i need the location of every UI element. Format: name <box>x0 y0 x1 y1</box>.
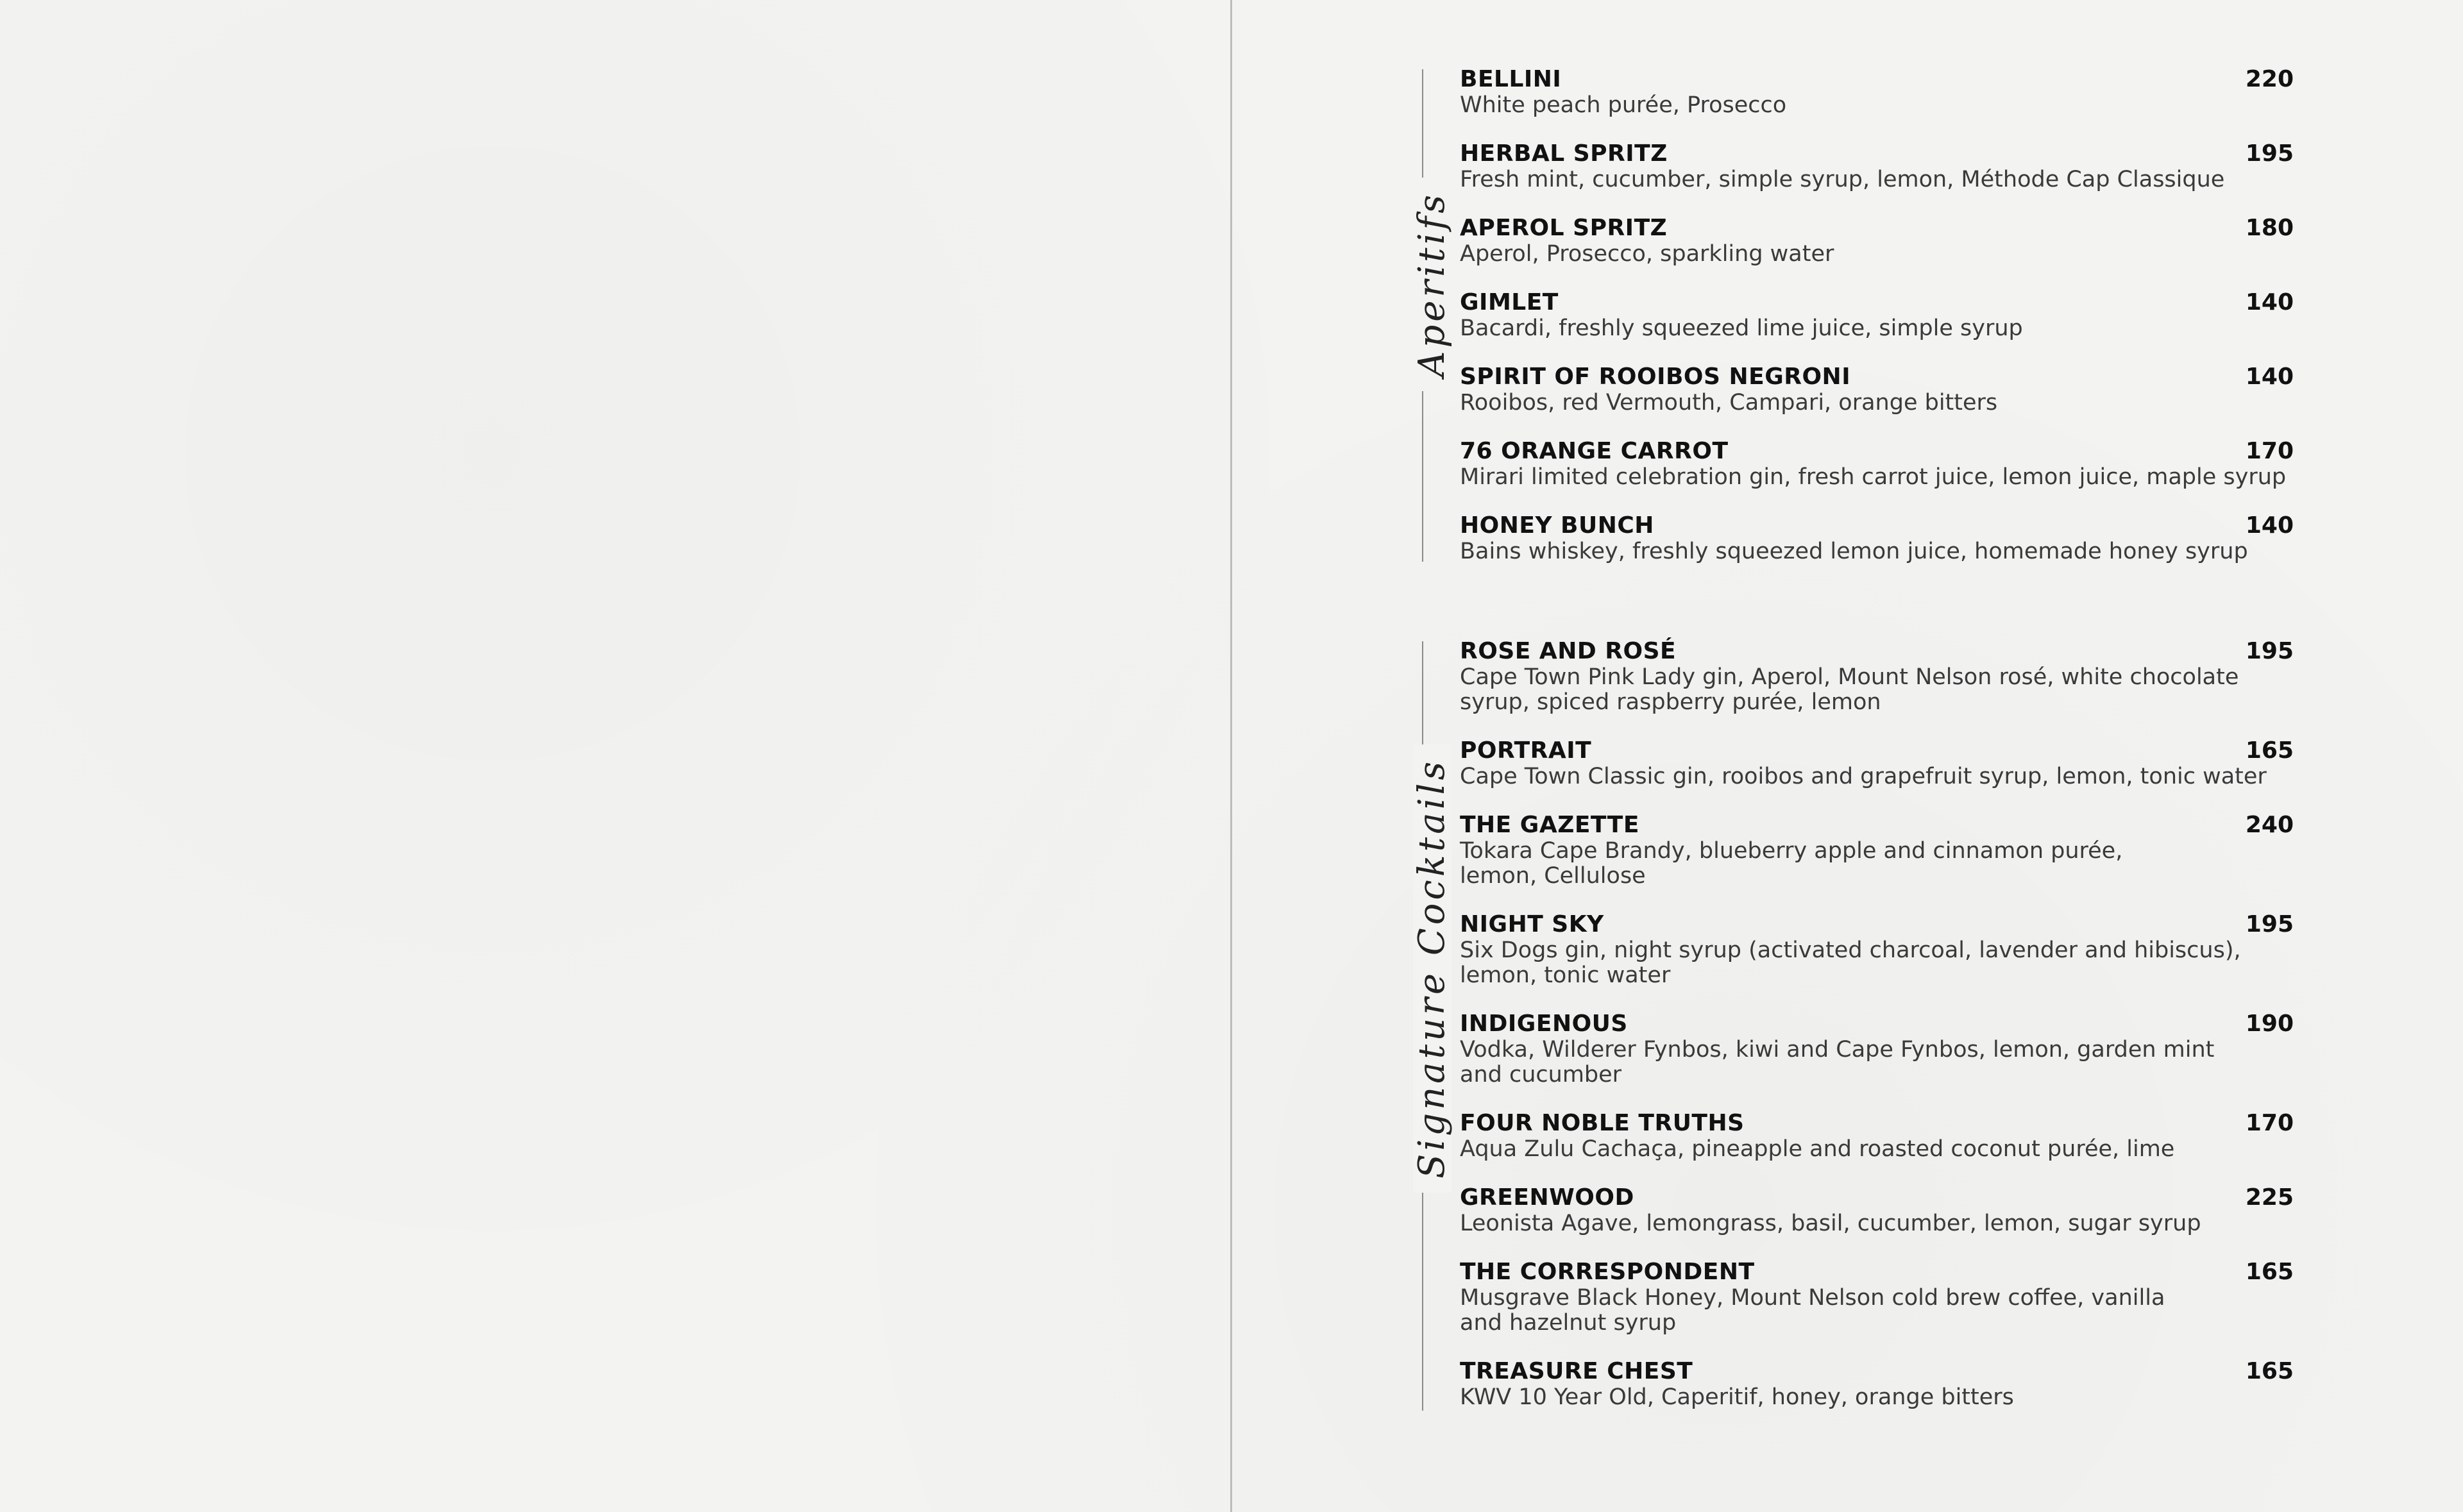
menu-page <box>1232 0 2463 1512</box>
item-price: 225 <box>2245 1184 2294 1211</box>
item-price: 195 <box>2245 911 2294 937</box>
item-description: Six Dogs gin, night syrup (activated charcoal, lavender and hibiscus), <box>1460 937 2241 963</box>
menu-item <box>1460 438 2294 490</box>
menu-item <box>1460 364 2294 416</box>
item-description: Bains whiskey, freshly squeezed lemon juice, homemade honey syrup <box>1460 539 2248 564</box>
item-description: lemon, Cellulose <box>1460 863 1646 889</box>
left-page-blank <box>0 0 1230 1512</box>
item-name: 76 ORANGE CARROT <box>1460 438 1729 464</box>
menu-item <box>1460 140 2294 192</box>
item-name: ROSE AND ROSÉ <box>1460 638 1677 664</box>
item-description: Cape Town Classic gin, rooibos and grapefruit syrup, lemon, tonic water <box>1460 764 2267 789</box>
item-description: Leonista Agave, lemongrass, basil, cucumber, lemon, sugar syrup <box>1460 1211 2201 1236</box>
menu-item <box>1460 1358 2294 1410</box>
item-description: Tokara Cape Brandy, blueberry apple and cinnamon purée, <box>1460 838 2123 864</box>
item-description: Cape Town Pink Lady gin, Aperol, Mount Nelson rosé, white chocolate <box>1460 664 2239 690</box>
item-name: BELLINI <box>1460 66 1562 92</box>
item-name: NIGHT SKY <box>1460 911 1604 937</box>
item-name: TREASURE CHEST <box>1460 1358 1693 1384</box>
menu-item <box>1460 737 2294 789</box>
item-name: GIMLET <box>1460 289 1559 315</box>
menu-item <box>1460 812 2294 889</box>
item-description: Bacardi, freshly squeezed lime juice, simple syrup <box>1460 315 2023 341</box>
item-description: and cucumber <box>1460 1062 1622 1088</box>
item-name: APEROL SPRITZ <box>1460 215 1668 241</box>
item-price: 240 <box>2245 812 2294 838</box>
menu-item <box>1460 289 2294 341</box>
item-price: 195 <box>2245 638 2294 664</box>
item-name: GREENWOOD <box>1460 1184 1634 1211</box>
section-title: Aperitifs <box>1413 178 1452 391</box>
item-description: lemon, tonic water <box>1460 962 1671 988</box>
item-description: Fresh mint, cucumber, simple syrup, lemon, Méthode Cap Classique <box>1460 167 2225 192</box>
menu-item <box>1460 215 2294 267</box>
item-description: and hazelnut syrup <box>1460 1310 1677 1336</box>
item-price: 180 <box>2245 215 2294 241</box>
item-name: THE GAZETTE <box>1460 812 1639 838</box>
item-description: White peach purée, Prosecco <box>1460 92 1787 118</box>
item-price: 140 <box>2245 512 2294 539</box>
item-description: Vodka, Wilderer Fynbos, kiwi and Cape Fynbos, lemon, garden mint <box>1460 1037 2215 1063</box>
item-name: HERBAL SPRITZ <box>1460 140 1668 167</box>
item-description: Aqua Zulu Cachaça, pineapple and roasted coconut purée, lime <box>1460 1136 2175 1162</box>
item-description: KWV 10 Year Old, Caperitif, honey, orange bitters <box>1460 1384 2014 1410</box>
item-name: THE CORRESPONDENT <box>1460 1259 1755 1285</box>
item-price: 170 <box>2245 438 2294 464</box>
item-price: 165 <box>2245 737 2294 764</box>
menu-item <box>1460 66 2294 118</box>
item-name: SPIRIT OF ROOIBOS NEGRONI <box>1460 364 1851 390</box>
item-price: 140 <box>2245 289 2294 315</box>
item-price: 195 <box>2245 140 2294 167</box>
menu-item <box>1460 911 2294 988</box>
section-title: Signature Cocktails <box>1413 744 1452 1193</box>
menu-item <box>1460 1011 2294 1088</box>
item-description: syrup, spiced raspberry purée, lemon <box>1460 689 1881 715</box>
menu-item <box>1460 1259 2294 1336</box>
item-description: Musgrave Black Honey, Mount Nelson cold brew coffee, vanilla <box>1460 1285 2165 1311</box>
item-description: Mirari limited celebration gin, fresh carrot juice, lemon juice, maple syrup <box>1460 464 2287 490</box>
item-price: 165 <box>2245 1358 2294 1384</box>
item-price: 165 <box>2245 1259 2294 1285</box>
item-description: Aperol, Prosecco, sparkling water <box>1460 241 1834 267</box>
menu-item <box>1460 512 2294 564</box>
item-price: 170 <box>2245 1110 2294 1136</box>
item-price: 140 <box>2245 364 2294 390</box>
item-name: FOUR NOBLE TRUTHS <box>1460 1110 1745 1136</box>
item-name: PORTRAIT <box>1460 737 1592 764</box>
menu-item <box>1460 1110 2294 1162</box>
item-name: HONEY BUNCH <box>1460 512 1654 539</box>
item-name: INDIGENOUS <box>1460 1011 1628 1037</box>
item-price: 190 <box>2245 1011 2294 1037</box>
item-price: 220 <box>2245 66 2294 92</box>
menu-item <box>1460 638 2294 715</box>
menu-item <box>1460 1184 2294 1236</box>
item-description: Rooibos, red Vermouth, Campari, orange bitters <box>1460 390 1998 416</box>
